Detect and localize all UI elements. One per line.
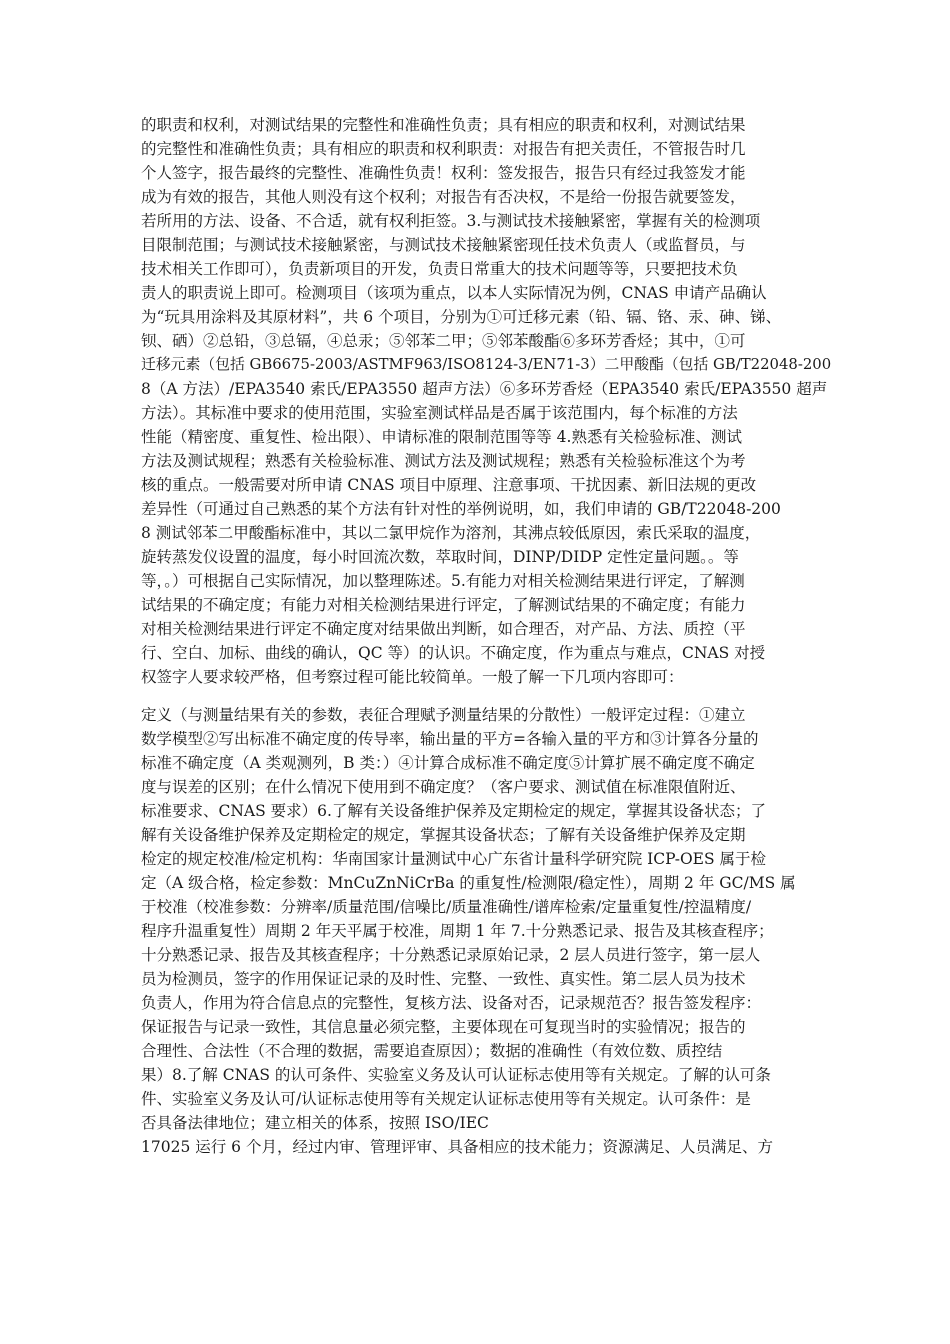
text-line: 否具备法律地位；建立相关的体系，按照 ISO/IEC [141, 1114, 489, 1132]
text-line: 度与误差的区别；在什么情况下使用到不确定度？（客户要求、测试值在标准限值附近、 [141, 778, 746, 796]
text-line: 方法及测试规程；熟悉有关检验标准、测试方法及测试规程；熟悉有关检验标准这个为考 [141, 452, 746, 470]
text-line: 17025 运行 6 个月，经过内审、管理评审、具备相应的技术能力；资源满足、人员满足、方 [141, 1138, 773, 1156]
text-line: 为“玩具用涂料及其原材料”，共 6 个项目，分别为①可迁移元素（铅、镉、铬、汞、砷、锑、 [141, 308, 782, 326]
text-line: 方法）。其标准中要求的使用范围，实验室测试样品是否属于该范围内，每个标准的方法 [141, 404, 738, 422]
text-line: 十分熟悉记录、报告及其核查程序；十分熟悉记录原始记录，2 层人员进行签字，第一层人 [141, 946, 761, 964]
text-line: 合理性、合法性（不合理的数据，需要追查原因）；数据的准确性（有效位数、质控结 [141, 1042, 723, 1060]
text-line: 标准要求、CNAS 要求）6.了解有关设备维护保养及定期检定的规定，掌握其设备状态；了 [141, 802, 766, 820]
paragraph-2 [141, 703, 831, 1159]
text-line: 的完整性和准确性负责；具有相应的职责和权利职责：对报告有把关责任，不管报告时几 [141, 140, 746, 158]
text-line: 个人签字，报告最终的完整性、准确性负责！权利：签发报告，报告只有经过我签发才能 [141, 164, 746, 182]
text-line: 8（A 方法）/EPA3540 索氏/EPA3550 超声方法）⑥多环芳香烃（EPA3540 索氏/EPA3550 超声 [141, 380, 828, 398]
text-line: 试结果的不确定度；有能力对相关检测结果进行评定，了解测试结果的不确定度；有能力 [141, 596, 746, 614]
text-line: 钡、硒）②总铅，③总镉，④总汞；⑤邻苯二甲；⑤邻苯酸酯⑥多环芳香烃；其中，①可 [141, 332, 746, 350]
text-line: 数学模型②写出标准不确定度的传导率，输出量的平方=各输入量的平方和③计算各分量的 [141, 730, 759, 748]
text-line: 定（A 级合格，检定参数：MnCuZnNiCrBa 的重复性/检测限/稳定性），周期 2 年 GC/MS 属 [141, 874, 796, 892]
text-line: 保证报告与记录一致性，其信息量必须完整，主要体现在可复现当时的实验情况；报告的 [141, 1018, 746, 1036]
text-line: 解有关设备维护保养及定期检定的规定，掌握其设备状态；了解有关设备维护保养及定期 [141, 826, 746, 844]
text-line: 旋转蒸发仪设置的温度，每小时回流次数，萃取时间，DINP/DIDP 定性定量问题。。等 [141, 548, 739, 566]
text-line: 的职责和权利，对测试结果的完整性和准确性负责；具有相应的职责和权利，对测试结果 [141, 116, 746, 134]
text-line: 权签字人要求较严格，但考察过程可能比较简单。一般了解一下几项内容即可： [141, 668, 684, 686]
text-line: 行、空白、加标、曲线的确认，QC 等）的认识。不确定度，作为重点与难点，CNAS 对授 [141, 644, 766, 662]
text-line: 核的重点。一般需要对所申请 CNAS 项目中原理、注意事项、干扰因素、新旧法规的更改 [141, 476, 757, 494]
paragraph-1 [141, 113, 831, 689]
text-line: 性能（精密度、重复性、检出限）、申请标准的限制范围等等 4.熟悉有关检验标准、测试 [141, 428, 742, 446]
text-line: 件、实验室义务及认可/认证标志使用等有关规定认证标志使用等有关规定。认可条件：是 [141, 1090, 751, 1108]
text-line: 负责人，作用为符合信息点的完整性，复核方法、设备对否，记录规范否？报告签发程序： [141, 994, 762, 1012]
text-line: 定义（与测量结果有关的参数，表征合理赋予测量结果的分散性）一般评定过程：①建立 [141, 706, 746, 724]
text-line: 迁移元素（包括 GB6675-2003/ASTMF963/ISO8124-3/EN71-3）二甲酸酯（包括 GB/T22048-200 [141, 356, 831, 373]
text-line: 成为有效的报告，其他人则没有这个权利；对报告有否决权，不是给一份报告就要签发， [141, 188, 746, 206]
text-line: 差异性（可通过自己熟悉的某个方法有针对性的举例说明，如，我们申请的 GB/T22048-200 [141, 500, 781, 518]
text-line: 责人的职责说上即可。检测项目（该项为重点，以本人实际情况为例，CNAS 申请产品确认 [141, 284, 767, 302]
text-line: 检定的规定校准/检定机构：华南国家计量测试中心广东省计量科学研究院 ICP-OES 属于检 [141, 850, 767, 868]
text-line: 等，。）可根据自己实际情况，加以整理陈述。5.有能力对相关检测结果进行评定，了解测 [141, 572, 745, 590]
text-line: 技术相关工作即可），负责新项目的开发，负责日常重大的技术问题等等，只要把技术负 [141, 260, 738, 278]
text-line: 于校准（校准参数：分辨率/质量范围/信噪比/质量准确性/谱库检索/定量重复性/控温精度/ [141, 898, 752, 916]
text-line: 果）8.了解 CNAS 的认可条件、实验室义务及认可认证标志使用等有关规定。了解的认可条 [141, 1066, 771, 1084]
text-line: 若所用的方法、设备、不合适，就有权利拒签。3.与测试技术接触紧密，掌握有关的检测项 [141, 212, 761, 230]
text-line: 程序升温重复性）周期 2 年天平属于校准，周期 1 年 7.十分熟悉记录、报告及其核查程序； [141, 922, 774, 940]
text-line: 目限制范围；与测试技术接触紧密，与测试技术接触紧密现任技术负责人（或监督员，与 [141, 236, 746, 254]
text-line: 对相关检测结果进行评定不确定度对结果做出判断，如合理否，对产品、方法、质控（平 [141, 620, 746, 638]
text-line: 员为检测员，签字的作用保证记录的及时性、完整、一致性、真实性。第二层人员为技术 [141, 970, 746, 988]
text-line: 8 测试邻苯二甲酸酯标准中，其以二氯甲烷作为溶剂，其沸点较低原因，索氏采取的温度， [141, 524, 761, 542]
text-line: 标准不确定度（A 类观测列，B 类：）④计算合成标准不确定度⑤计算扩展不确定度不确定 [141, 754, 755, 772]
